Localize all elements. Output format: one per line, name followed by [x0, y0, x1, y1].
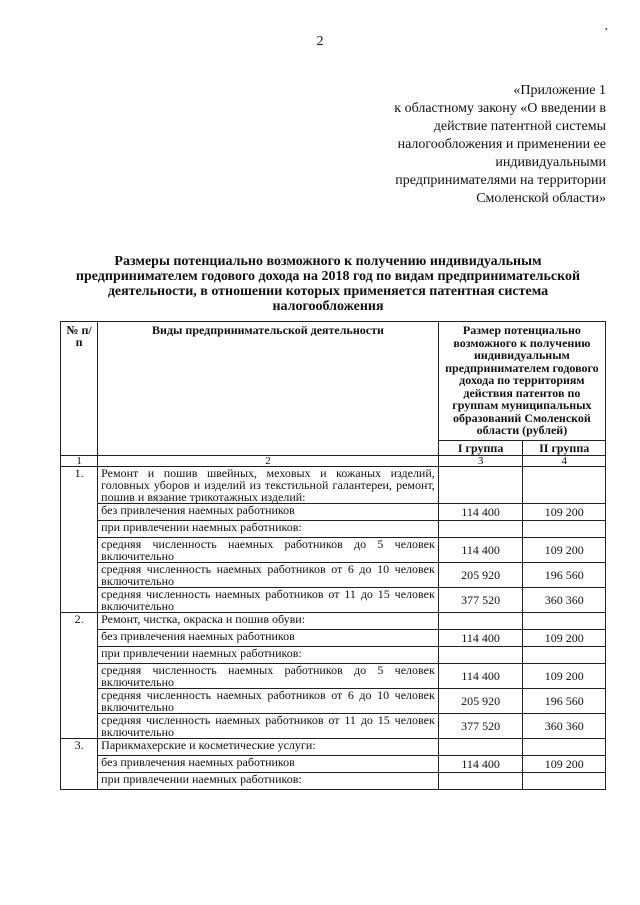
table-row: [61, 521, 606, 538]
row-group2-value: 109 200: [523, 538, 606, 563]
appendix-header: [336, 82, 606, 208]
table-row: [61, 563, 606, 588]
table-row: [61, 504, 606, 521]
appendix-line: к областному закону «О введении в: [394, 101, 606, 116]
row-group2-value: 109 200: [523, 756, 606, 773]
row-group1-value: 114 400: [438, 664, 523, 689]
row-activity: средняя численность наемных работников от 11 до 15 человек включительно: [98, 588, 439, 613]
appendix-line: налогообложения и применении ее: [397, 137, 606, 152]
row-group2-value: [523, 647, 606, 664]
table-row: [61, 613, 606, 630]
row-group1-value: 114 400: [438, 538, 523, 563]
row-number: 2.: [61, 613, 98, 739]
header-group-2: II группа: [523, 441, 606, 456]
row-group2-value: 109 200: [523, 630, 606, 647]
column-index: 2: [98, 456, 439, 467]
row-activity: без привлечения наемных работников: [98, 630, 439, 647]
row-group1-value: 114 400: [438, 504, 523, 521]
title-line: Размеры потенциально возможного к получению индивидуальным: [114, 254, 542, 269]
appendix-line: действие патентной системы: [433, 119, 606, 134]
row-group1-value: [438, 467, 523, 504]
table-row: [61, 588, 606, 613]
column-index: 3: [438, 456, 523, 467]
row-activity: при привлечении наемных работников:: [98, 521, 439, 538]
header-activity: Виды предпринимательской деятельности: [98, 322, 439, 456]
table-row: [61, 647, 606, 664]
title-line: налогообложения: [272, 299, 384, 314]
table-row: [61, 538, 606, 563]
row-activity: без привлечения наемных работников: [98, 504, 439, 521]
table-row: [61, 664, 606, 689]
header-group-1: I группа: [438, 441, 523, 456]
row-group1-value: [438, 739, 523, 756]
row-group1-value: 205 920: [438, 689, 523, 714]
row-group2-value: 360 360: [523, 714, 606, 739]
appendix-line: «Приложение 1: [513, 83, 606, 98]
row-activity: средняя численность наемных работников от 11 до 15 человек включительно: [98, 714, 439, 739]
row-group1-value: [438, 613, 523, 630]
row-group1-value: 205 920: [438, 563, 523, 588]
row-group1-value: 377 520: [438, 714, 523, 739]
row-group2-value: [523, 739, 606, 756]
document-title: [50, 254, 606, 314]
row-activity: средняя численность наемных работников до 5 человек включительно: [98, 538, 439, 563]
table-row: [61, 630, 606, 647]
column-index-row: [61, 456, 606, 467]
table-row: [61, 773, 606, 790]
row-group1-value: [438, 773, 523, 790]
title-line: предпринимателем годового дохода на 2018 год по видам предпринимательской: [75, 269, 581, 284]
appendix-line: Смоленской области»: [476, 191, 606, 206]
row-activity: средняя численность наемных работников от 6 до 10 человек включительно: [98, 563, 439, 588]
row-group2-value: 196 560: [523, 563, 606, 588]
row-activity: Ремонт и пошив швейных, меховых и кожаных изделий, головных уборов и изделий из текстильной галантереи, ремонт, пошив и вязание трикотажных изделий:: [98, 467, 439, 504]
row-activity: при привлечении наемных работников:: [98, 647, 439, 664]
row-group2-value: [523, 467, 606, 504]
appendix-line: индивидуальными: [495, 155, 606, 170]
column-index: 4: [523, 456, 606, 467]
row-activity: средняя численность наемных работников от 6 до 10 человек включительно: [98, 689, 439, 714]
row-group2-value: [523, 521, 606, 538]
column-index: 1: [61, 456, 98, 467]
header-income-size: Размер потенциально возможного к получению индивидуальным предпринимателем годового дохода по территориям действия патентов по группам муниципальных образований Смоленской области (рублей): [438, 322, 605, 441]
table-row: [61, 689, 606, 714]
table-row: [61, 467, 606, 504]
row-number: 1.: [61, 467, 98, 613]
scan-mark: ․: [604, 19, 609, 34]
row-group2-value: [523, 773, 606, 790]
table-row: [61, 714, 606, 739]
row-group2-value: 360 360: [523, 588, 606, 613]
row-number: 3.: [61, 739, 98, 790]
row-activity: средняя численность наемных работников до 5 человек включительно: [98, 664, 439, 689]
row-group1-value: 114 400: [438, 756, 523, 773]
row-group2-value: 196 560: [523, 689, 606, 714]
row-group1-value: 114 400: [438, 630, 523, 647]
row-activity: Парикмахерские и косметические услуги:: [98, 739, 439, 756]
row-group1-value: [438, 647, 523, 664]
row-group1-value: 377 520: [438, 588, 523, 613]
row-group1-value: [438, 521, 523, 538]
row-activity: без привлечения наемных работников: [98, 756, 439, 773]
row-activity: при привлечении наемных работников:: [98, 773, 439, 790]
table-row: [61, 739, 606, 756]
page-number: 2: [316, 34, 324, 49]
title-line: деятельности, в отношении которых применяется патентная система: [107, 284, 549, 299]
row-activity: Ремонт, чистка, окраска и пошив обуви:: [98, 613, 439, 630]
row-group2-value: 109 200: [523, 504, 606, 521]
row-group2-value: 109 200: [523, 664, 606, 689]
income-table: [60, 321, 606, 790]
table-row: [61, 756, 606, 773]
row-group2-value: [523, 613, 606, 630]
header-num: № п/п: [61, 322, 98, 456]
appendix-line: предпринимателями на территории: [395, 173, 606, 188]
